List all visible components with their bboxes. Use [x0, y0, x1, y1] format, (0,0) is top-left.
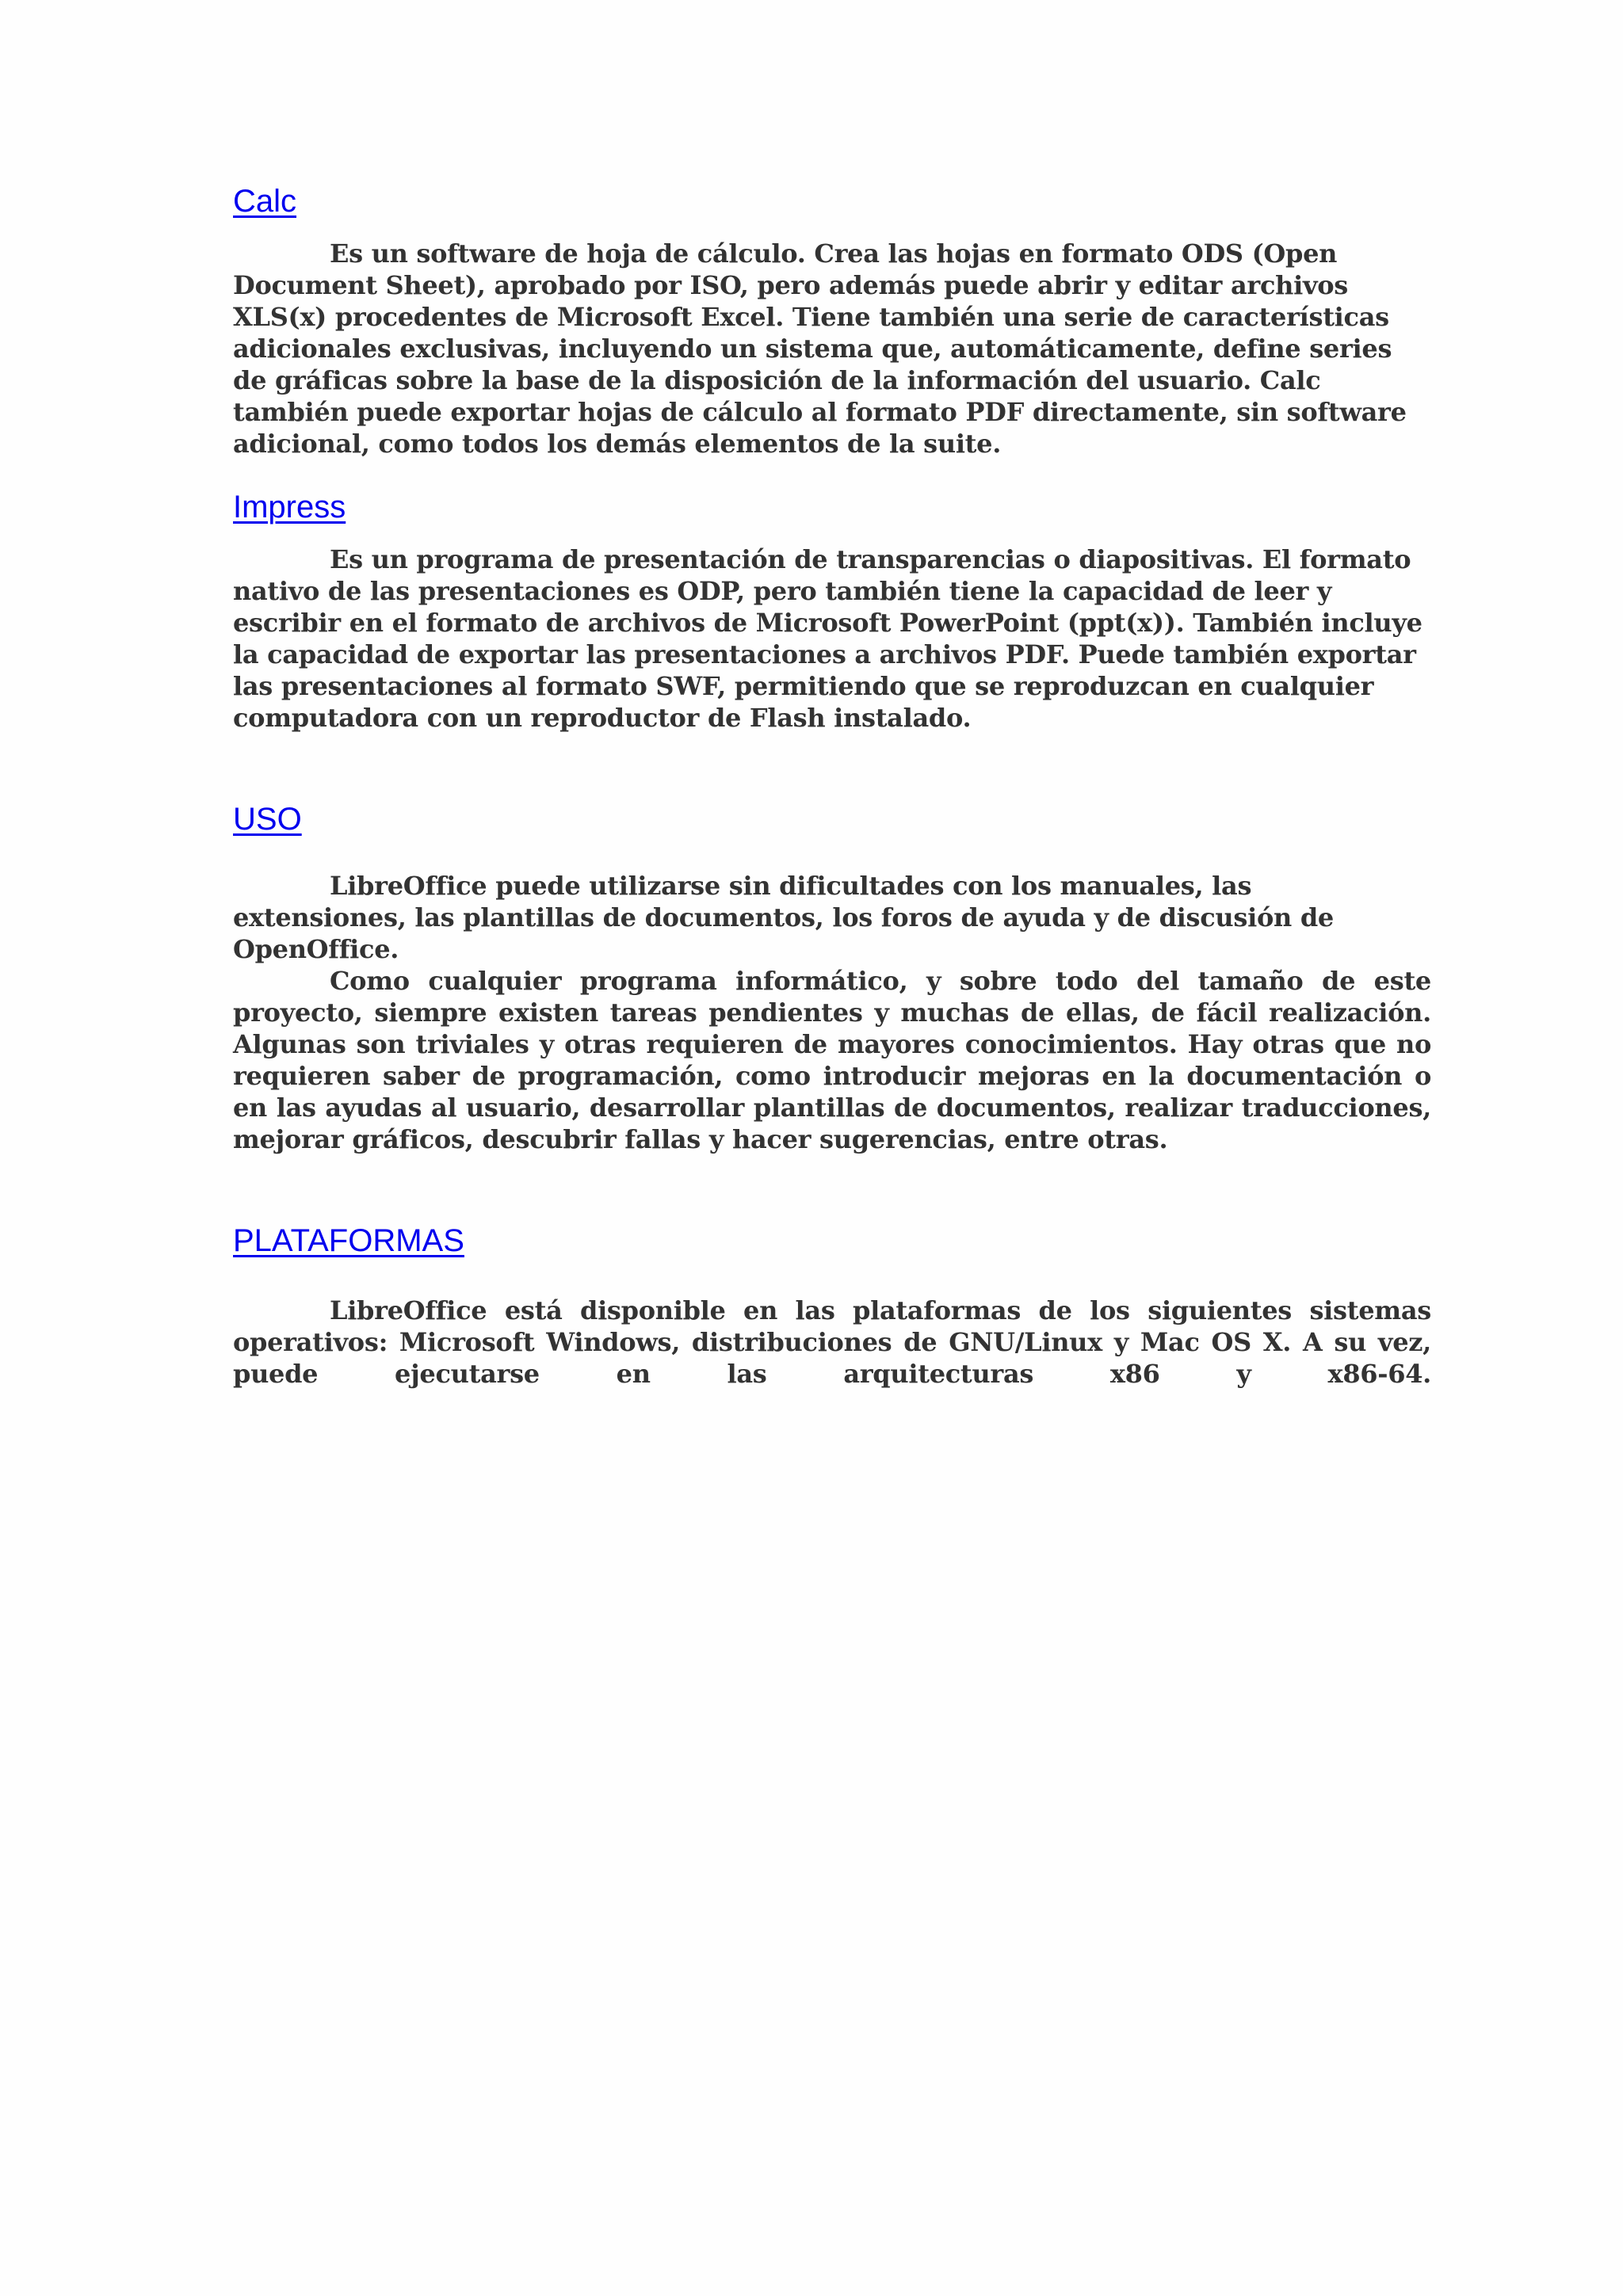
paragraph-plataformas: LibreOffice está disponible en las plataformas de los siguientes sistemas operativos: Microsoft Windows, distribuciones de GNU/Linux y Mac OS X. A su vez, puede ejecutarse en las arquitecturas x86 y x86-64. — [233, 1295, 1431, 1389]
heading-calc-link[interactable]: Calc — [233, 184, 297, 219]
paragraph-uso-1: LibreOffice puede utilizarse sin dificultades con los manuales, las extensiones, las plantillas de documentos, los foros de ayuda y de discusión de OpenOffice. — [233, 871, 1334, 964]
section-uso — [233, 800, 1431, 1155]
document-content — [233, 182, 1431, 1390]
heading-impress-link[interactable]: Impress — [233, 490, 346, 524]
heading-plataformas-link[interactable]: PLATAFORMAS — [233, 1223, 464, 1258]
paragraph-uso-2: Como cualquier programa informático, y sobre todo del tamaño de este proyecto, siempre existen tareas pendientes y muchas de ellas, de fácil realización. Algunas son triviales y otras requieren de mayores conocimientos. Hay otras que no requieren saber de programación, como introducir mejoras en la documentación o en las ayudas al usuario, desarrollar plantillas de documentos, realizar traducciones, mejorar gráficos, descubrir fallas y hacer sugerencias, entre otras. — [233, 966, 1431, 1154]
heading-uso-link[interactable]: USO — [233, 802, 302, 837]
section-calc — [233, 182, 1431, 460]
section-impress — [233, 488, 1431, 734]
paragraph-impress: Es un programa de presentación de transparencias o diapositivas. El formato nativo de las presentaciones es ODP, pero también tiene la capacidad de leer y escribir en el formato de archivos de Microsoft PowerPoint (ppt(x)). También incluye la capacidad de exportar las presentaciones a archivos PDF. Puede también exportar las presentaciones al formato SWF, permitiendo que se reproduzcan en cualquier computadora con un reproductor de Flash instalado. — [233, 544, 1423, 733]
paragraph-calc: Es un software de hoja de cálculo. Crea las hojas en formato ODS (Open Document Sheet), aprobado por ISO, pero además puede abrir y editar archivos XLS(x) procedentes de Microsoft Excel. Tiene también una serie de características adicionales exclusivas, incluyendo un sistema que, automáticamente, define series de gráficas sobre la base de la disposición de la información del usuario. Calc también puede exportar hojas de cálculo al formato PDF directamente, sin software adicional, como todos los demás elementos de la suite. — [233, 238, 1407, 459]
section-plataformas — [233, 1222, 1431, 1390]
